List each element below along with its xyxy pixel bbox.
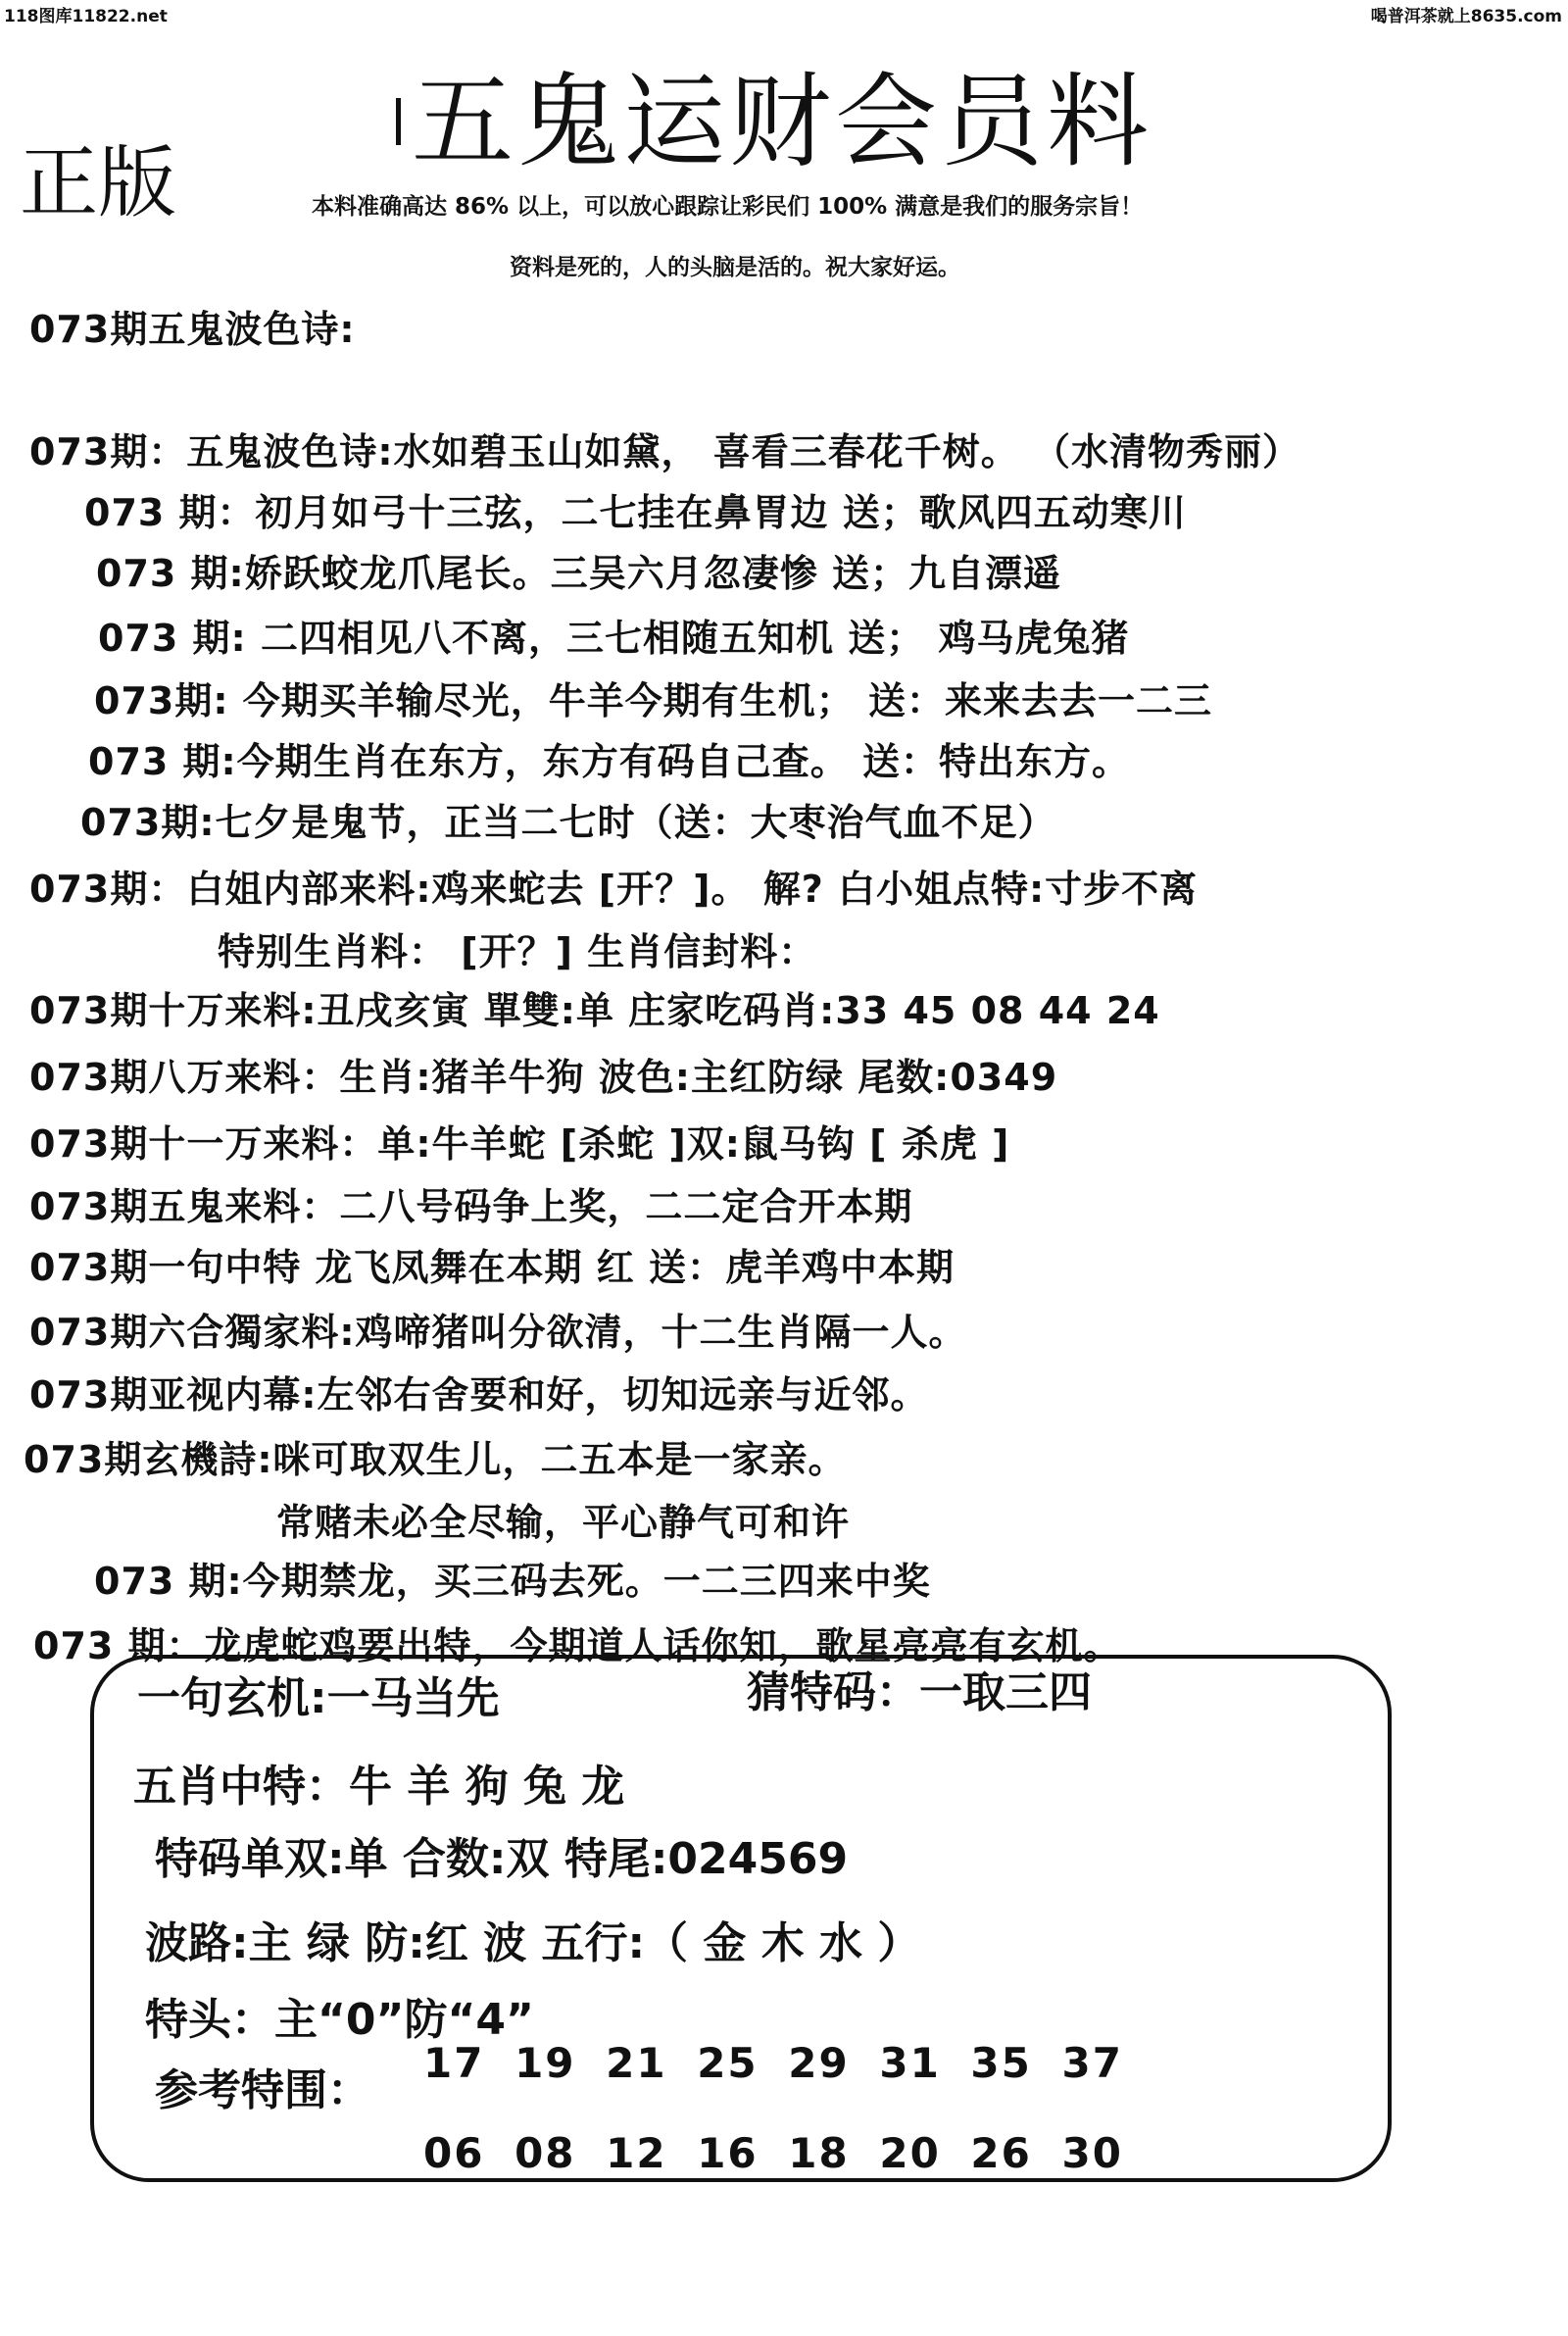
watermark-right: 喝普洱茶就上8635.com — [1370, 7, 1562, 26]
line-sheep: 073期: 今期买羊输尽光，牛羊今期有生机； 送：来来去去一二三 — [94, 679, 1212, 722]
line-crescent: 073 期：初月如弓十三弦，二七挂在鼻胃边 送；歌风四五动寒川 — [84, 491, 1187, 534]
box-wave: 波路:主 绿 防:红 波 五行:（ 金 木 水 ） — [145, 1918, 921, 1968]
line-liuhe: 073期六合獨家料:鸡啼猪叫分欲清，十二生肖隔一人。 — [29, 1311, 967, 1354]
watermark-left: 118图库11822.net — [4, 7, 168, 26]
line-special: 073 期：龙虎蛇鸡要出特，今期道人话你知，歌星亮亮有玄机。 — [33, 1624, 1122, 1667]
box-five-zodiac: 五肖中特：牛 羊 狗 兔 龙 — [133, 1762, 625, 1812]
line-baijie: 073期：白姐内部来料:鸡来蛇去 [开？]。 解? 白小姐点特:寸步不离 — [29, 868, 1199, 911]
line-110k: 073期十一万来料：单:牛羊蛇 [杀蛇 ]双:鼠马钩 [ 杀虎 ] — [29, 1122, 1010, 1166]
box-reference-numbers-1: 17 19 21 25 29 31 35 37 — [423, 2039, 1123, 2087]
stamp-zhengban: 正版 — [20, 137, 176, 228]
box-reference-numbers-2: 06 08 12 16 18 20 26 30 — [423, 2129, 1123, 2177]
page-title: 五鬼运财会员料 — [412, 62, 1153, 181]
title-bar-mark — [396, 98, 401, 145]
line-one-sentence: 073期一句中特 龙飞凤舞在本期 红 送：虎羊鸡中本期 — [29, 1246, 956, 1289]
box-head: 特头：主“0”防“4” — [145, 1995, 534, 2045]
line-qixi: 073期:七夕是鬼节，正当二七时（送：大枣治气血不足） — [80, 801, 1056, 844]
box-reference-label: 参考特围： — [155, 2065, 370, 2115]
line-100k: 073期十万来料:丑戌亥寅 單雙:单 庄家吃码肖:33 45 08 44 24 — [29, 989, 1160, 1032]
box-odd-even: 特码单双:单 合数:双 特尾:024569 — [155, 1834, 849, 1884]
line-xuanji: 073期玄機詩:咪可取双生儿，二五本是一家亲。 — [24, 1438, 847, 1481]
line-80k: 073期八万来料：生肖:猪羊牛狗 波色:主红防绿 尾数:0349 — [29, 1056, 1058, 1099]
line-special-zodiac: 特别生肖料： [开？] 生肖信封料： — [218, 930, 817, 973]
line-poem: 073期：五鬼波色诗:水如碧玉山如黛， 喜看三春花千树。 （水清物秀丽） — [29, 430, 1300, 473]
line-atv: 073期亚视内幕:左邻右舍要和好，切知远亲与近邻。 — [29, 1373, 929, 1417]
line-wugui: 073期五鬼来料：二八号码争上奖，二二定合开本期 — [29, 1185, 913, 1228]
line-gamble: 常赌未必全尽输，平心静气可和许 — [276, 1501, 851, 1544]
line-poem-header: 073期五鬼波色诗: — [29, 308, 356, 351]
box-guess: 猜特码：一取三四 — [747, 1667, 1092, 1717]
subtitle-accuracy: 本料准确高达 86% 以上，可以放心跟踪让彩民们 100% 满意是我们的服务宗旨！ — [312, 194, 1144, 220]
line-dragon: 073 期:娇跃蛟龙爪尾长。三吴六月忽凄惨 送；九自漂遥 — [96, 552, 1061, 595]
line-banned-dragon: 073 期:今期禁龙，买三码去死。一二三四来中奖 — [94, 1560, 931, 1603]
line-east: 073 期:今期生肖在东方，东方有码自己查。 送：特出东方。 — [88, 740, 1130, 783]
subtitle-luck: 资料是死的，人的头脑是活的。祝大家好运。 — [510, 255, 960, 280]
line-twofour: 073 期: 二四相见八不离，三七相随五知机 送； 鸡马虎兔猪 — [98, 617, 1130, 660]
box-xuanji: 一句玄机:一马当先 — [137, 1673, 500, 1723]
